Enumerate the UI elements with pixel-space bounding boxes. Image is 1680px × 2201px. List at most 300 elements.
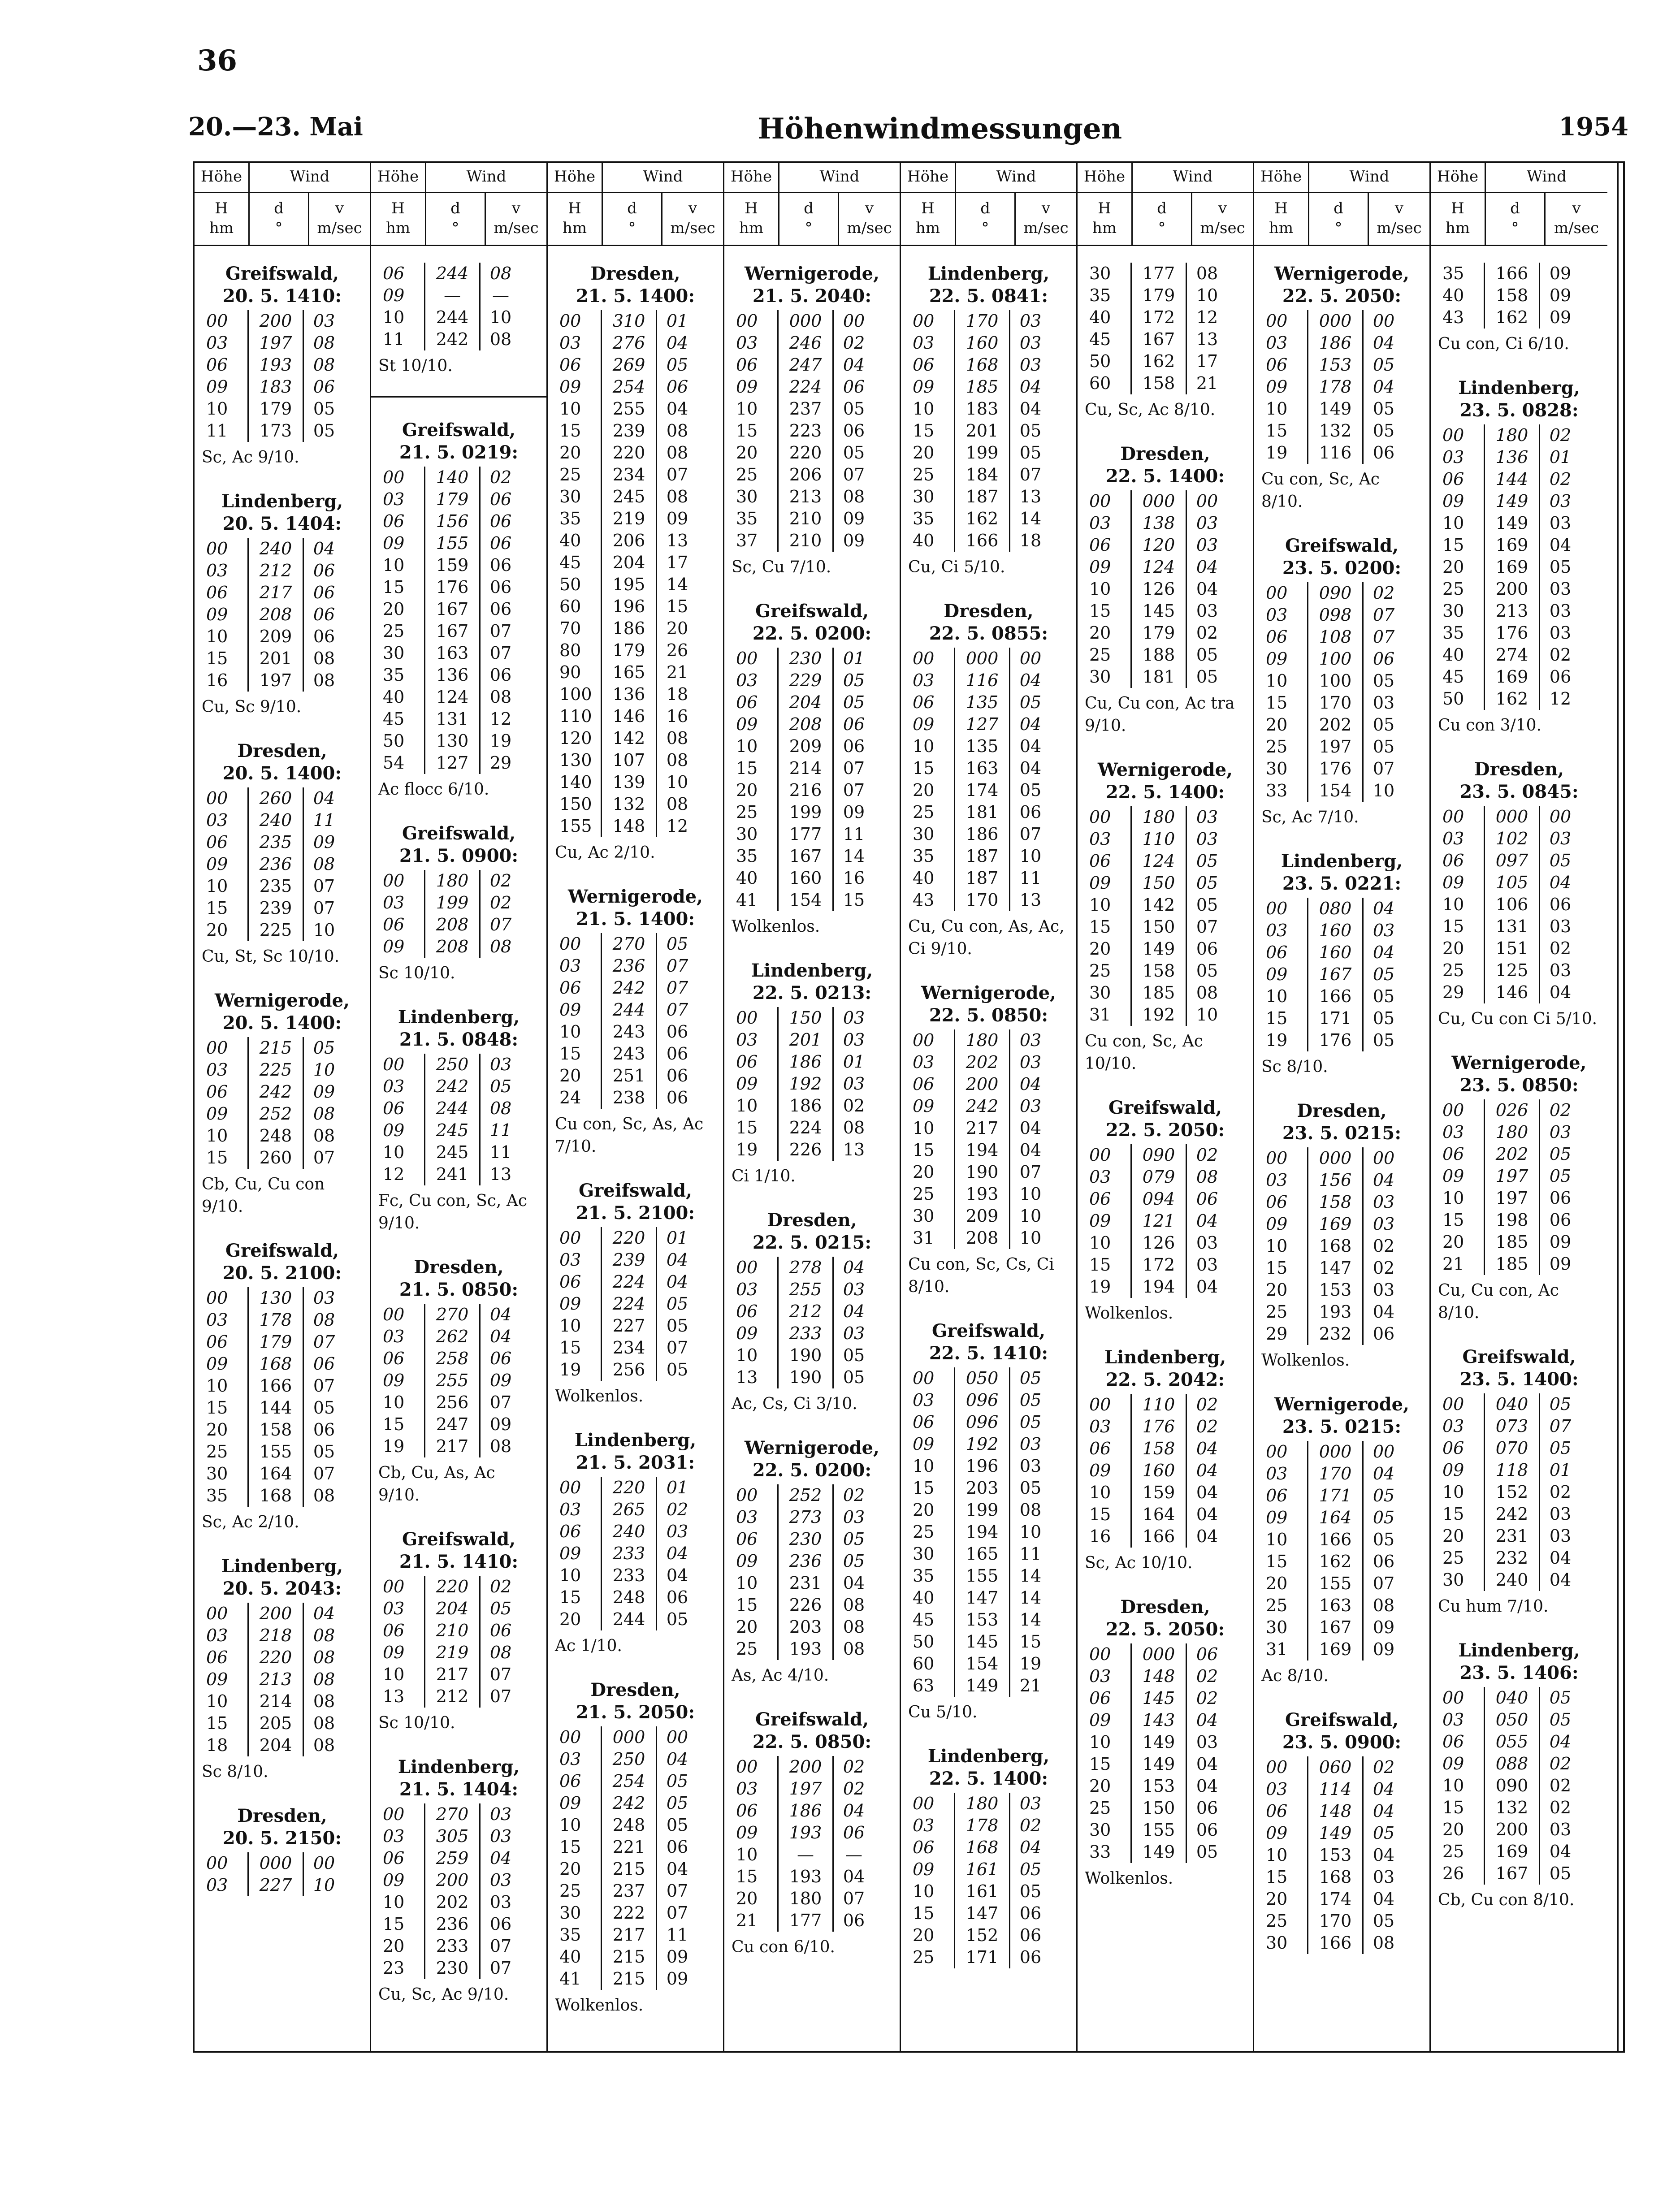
table-row — [913, 845, 1051, 867]
speed-cell: 19 — [1019, 1654, 1042, 1673]
speed-cell: 05 — [1373, 1530, 1395, 1549]
height-cell: 10 — [1442, 513, 1464, 533]
table-row — [913, 1793, 1051, 1815]
table-row — [736, 735, 874, 757]
station-time: 22. 5. 2050: — [1105, 1619, 1225, 1640]
table-row — [1089, 806, 1227, 828]
table-row — [559, 1726, 697, 1748]
direction-cell: 255 — [602, 398, 657, 420]
direction-cell: 209 — [955, 1205, 1010, 1227]
height-cell: 09 — [913, 1859, 935, 1879]
station-time: 21. 5. 1404: — [399, 1779, 519, 1800]
table-row — [559, 1043, 697, 1065]
height-cell: 06 — [383, 1848, 405, 1868]
direction-cell: 258 — [425, 1348, 480, 1370]
speed-cell: 08 — [666, 794, 688, 814]
direction-cell: 126 — [1131, 1232, 1186, 1254]
speed-cell: 11 — [489, 1142, 512, 1162]
height-cell: 00 — [559, 311, 581, 331]
direction-cell: 000 — [1485, 806, 1540, 828]
table-row — [1089, 1753, 1227, 1775]
height-cell: 00 — [559, 934, 581, 954]
direction-cell: 190 — [778, 1345, 833, 1366]
direction-cell: 233 — [602, 1543, 657, 1565]
height-cell: 09 — [1089, 557, 1111, 577]
direction-cell: 230 — [778, 648, 833, 670]
table-row — [1089, 1504, 1227, 1526]
station-heading — [377, 1528, 540, 1573]
direction-cell: 177 — [1131, 263, 1186, 285]
speed-cell: 10 — [313, 1875, 335, 1895]
direction-cell: 202 — [955, 1051, 1010, 1073]
table-row — [206, 604, 344, 626]
direction-cell: 183 — [248, 376, 303, 398]
height-cell: 10 — [206, 876, 228, 896]
station-time: 21. 5. 2100: — [576, 1202, 695, 1224]
cloud-note: Cb, Cu, As, Ac 9/10. — [378, 1464, 495, 1505]
height-cell: 15 — [913, 1478, 935, 1498]
height-cell: 00 — [913, 311, 935, 331]
station-name: Greifswald, — [402, 823, 516, 844]
height-cell: 80 — [559, 640, 581, 660]
table-row — [559, 1924, 697, 1946]
table-row — [1266, 1639, 1404, 1660]
direction-cell: 090 — [1131, 1144, 1186, 1166]
direction-cell: 260 — [248, 787, 303, 809]
speed-cell: 02 — [1549, 938, 1572, 958]
direction-cell: 140 — [425, 467, 480, 489]
table-row — [383, 489, 521, 510]
table-row — [736, 1778, 874, 1800]
height-cell: 06 — [559, 978, 581, 998]
table-row — [383, 1142, 521, 1163]
height-cell: 09 — [383, 1371, 405, 1390]
speed-cell: 06 — [1373, 1552, 1395, 1571]
height-cell: 20 — [736, 1617, 758, 1637]
speed-cell: 04 — [1196, 1710, 1218, 1730]
speed-cell: 05 — [843, 443, 865, 463]
station-time: 20. 5. 1410: — [222, 285, 342, 307]
height-cell: 10 — [206, 1691, 228, 1711]
height-cell: 20 — [1442, 1232, 1464, 1252]
height-cell: 09 — [1442, 491, 1464, 511]
speed-cell: 06 — [1196, 939, 1218, 959]
wind-table — [736, 310, 874, 552]
height-cell: 00 — [1266, 311, 1288, 331]
direction-cell: 080 — [1308, 898, 1363, 920]
speed-cell: 08 — [489, 1436, 512, 1456]
height-cell: 19 — [1266, 1030, 1288, 1050]
speed-cell: 04 — [1019, 736, 1042, 756]
direction-cell: 125 — [1485, 960, 1540, 982]
direction-cell: 161 — [955, 1881, 1010, 1903]
direction-cell: 149 — [1308, 1822, 1363, 1844]
height-cell: 15 — [1089, 917, 1111, 937]
speed-cell: 04 — [1549, 535, 1572, 555]
page-number: 36 — [197, 44, 238, 78]
speed-cell: 07 — [489, 1958, 512, 1978]
height-cell: 45 — [559, 553, 581, 572]
table-row — [1266, 1551, 1404, 1573]
height-cell: 06 — [206, 1082, 228, 1102]
direction-cell: 245 — [602, 486, 657, 508]
speed-cell: 05 — [1373, 1486, 1395, 1505]
direction-cell: 185 — [1485, 1231, 1540, 1253]
speed-cell: 12 — [1549, 689, 1572, 709]
height-cell: 10 — [736, 1573, 758, 1593]
direction-cell: 215 — [602, 1968, 657, 1990]
v-label: v — [688, 199, 697, 217]
height-cell: 20 — [559, 443, 581, 463]
table-row — [383, 1576, 521, 1598]
direction-cell: 145 — [1131, 1687, 1186, 1709]
table-column — [724, 163, 901, 2051]
table-row — [559, 1858, 697, 1880]
wind-table — [1442, 1393, 1580, 1591]
direction-cell: 110 — [1131, 1394, 1186, 1416]
height-cell: 30 — [1089, 264, 1111, 283]
table-row — [383, 1620, 521, 1642]
height-cell: 03 — [383, 1327, 405, 1346]
station-heading — [731, 1437, 893, 1482]
table-row — [1089, 556, 1227, 578]
table-row — [736, 464, 874, 486]
table-row — [913, 332, 1051, 354]
height-cell: 10 — [383, 1892, 405, 1912]
table-row — [206, 1463, 344, 1485]
table-row — [1266, 1257, 1404, 1279]
direction-cell: 237 — [778, 398, 833, 420]
speed-cell: 11 — [1019, 1544, 1042, 1564]
direction-cell: 190 — [778, 1366, 833, 1388]
height-cell: 30 — [1266, 1617, 1288, 1637]
table-row — [206, 1081, 344, 1103]
speed-cell: 07 — [313, 1376, 335, 1396]
table-row — [1266, 1169, 1404, 1191]
height-cell: 09 — [736, 1323, 758, 1343]
speed-cell: 05 — [313, 1442, 335, 1462]
height-cell: 45 — [1089, 329, 1111, 349]
speed-cell: 05 — [1196, 1842, 1218, 1862]
direction-cell: 153 — [1308, 354, 1363, 376]
station-time: 23. 5. 0200: — [1282, 558, 1402, 579]
table-row — [1442, 468, 1580, 490]
height-cell: 20 — [1089, 939, 1111, 959]
table-row — [206, 1125, 344, 1147]
column-header-top — [1254, 163, 1429, 193]
height-cell: 15 — [559, 1837, 581, 1857]
speed-cell: 05 — [843, 399, 865, 419]
table-row — [383, 1436, 521, 1457]
height-cell: 25 — [736, 802, 758, 822]
speed-cell: 07 — [1373, 759, 1395, 778]
direction-cell: 215 — [602, 1858, 657, 1880]
direction-cell: 185 — [1131, 982, 1186, 1004]
height-cell: 13 — [736, 1367, 758, 1387]
cloud-note: Cu, Ci 5/10. — [908, 558, 1005, 576]
speed-cell: 05 — [1373, 1508, 1395, 1527]
station-heading — [554, 263, 717, 307]
height-cell: 15 — [206, 898, 228, 918]
speed-cell: 00 — [1373, 1148, 1395, 1168]
speed-cell: 05 — [843, 670, 865, 690]
table-row — [559, 1065, 697, 1087]
height-cell: 09 — [1266, 649, 1288, 669]
direction-cell: 160 — [778, 867, 833, 889]
direction-cell: 208 — [425, 936, 480, 958]
speed-cell: 06 — [1373, 443, 1395, 463]
height-cell: 15 — [383, 1914, 405, 1934]
speed-cell: 03 — [489, 1826, 512, 1846]
table-row — [913, 1924, 1051, 1946]
speed-cell: 14 — [1019, 1566, 1042, 1586]
direction-cell: 098 — [1308, 604, 1363, 626]
direction-cell: 234 — [602, 464, 657, 486]
table-row — [1089, 1665, 1227, 1687]
table-row — [913, 354, 1051, 376]
table-row — [736, 889, 874, 911]
speed-cell: 05 — [1549, 1166, 1572, 1186]
speed-cell: 04 — [1373, 1302, 1395, 1322]
direction-cell: 176 — [1131, 1416, 1186, 1438]
direction-cell: 186 — [955, 823, 1010, 845]
height-cell: 00 — [206, 311, 228, 331]
direction-cell: 233 — [425, 1935, 480, 1957]
cloud-note: Fc, Cu con, Sc, Ac 9/10. — [378, 1192, 527, 1232]
table-row — [206, 897, 344, 919]
speed-cell: 05 — [1196, 667, 1218, 687]
table-row — [913, 486, 1051, 508]
table-row — [383, 532, 521, 554]
station-name: Lindenberg, — [1281, 851, 1403, 872]
height-cell: 00 — [736, 1258, 758, 1277]
table-row — [1089, 1232, 1227, 1254]
height-cell: 15 — [383, 577, 405, 597]
direction-cell: 168 — [955, 1837, 1010, 1859]
direction-cell: 179 — [425, 489, 480, 510]
height-cell: 00 — [1089, 491, 1111, 511]
table-row — [1266, 604, 1404, 626]
direction-cell: 135 — [955, 692, 1010, 713]
height-cell: 03 — [1089, 1167, 1111, 1187]
speed-cell: 03 — [843, 1280, 865, 1299]
direction-cell: 147 — [955, 1903, 1010, 1924]
table-row — [1089, 329, 1227, 350]
speed-cell: 07 — [489, 1665, 512, 1684]
speed-cell: 08 — [666, 487, 688, 506]
speed-cell: 05 — [1019, 692, 1042, 712]
speed-cell: 10 — [1019, 1522, 1042, 1542]
height-cell: 03 — [736, 1779, 758, 1799]
height-cell: 09 — [383, 1870, 405, 1890]
height-cell: 03 — [1266, 1779, 1288, 1799]
direction-cell: 206 — [778, 464, 833, 486]
height-cell: 03 — [736, 1030, 758, 1050]
table-row — [1089, 1254, 1227, 1276]
speed-cell: 00 — [666, 1727, 688, 1747]
column-header-top — [1078, 163, 1253, 193]
table-row — [1442, 666, 1580, 688]
wind-table — [1266, 310, 1404, 464]
speed-cell: 09 — [1549, 1232, 1572, 1252]
table-row — [559, 749, 697, 771]
direction-cell: 163 — [425, 642, 480, 664]
column-header-units — [1254, 192, 1429, 246]
direction-cell: 244 — [425, 307, 480, 329]
table-row — [913, 1675, 1051, 1697]
direction-cell: 208 — [955, 1227, 1010, 1249]
station-name: Wernigerode, — [1274, 263, 1409, 284]
speed-cell: 08 — [666, 750, 688, 770]
table-row — [736, 442, 874, 464]
height-cell: 25 — [1266, 1911, 1288, 1931]
cloud-note: Ac 8/10. — [1261, 1667, 1329, 1685]
station-name: Greifswald, — [1108, 1097, 1222, 1118]
speed-cell: 05 — [1019, 1368, 1042, 1388]
direction-cell: 212 — [425, 1686, 480, 1708]
cloud-note: Cb, Cu con 8/10. — [1438, 1891, 1575, 1909]
height-cell: 03 — [206, 810, 228, 830]
wind-table — [1442, 1687, 1580, 1885]
direction-cell: 208 — [778, 713, 833, 735]
height-cell: 00 — [736, 1485, 758, 1505]
height-cell: 30 — [736, 487, 758, 506]
height-cell: 40 — [736, 868, 758, 888]
table-row — [1089, 578, 1227, 600]
height-cell: 30 — [1266, 1933, 1288, 1953]
height-cell: 09 — [1442, 1754, 1464, 1773]
direction-cell: 250 — [602, 1748, 657, 1770]
table-row — [913, 1631, 1051, 1653]
height-cell: 10 — [736, 1096, 758, 1116]
table-row — [1089, 285, 1227, 307]
table-row — [736, 1323, 874, 1345]
wind-table — [383, 1304, 521, 1457]
wind-table — [1266, 1756, 1404, 1954]
table-row — [1266, 648, 1404, 670]
direction-cell: 176 — [1308, 758, 1363, 780]
speed-cell: 05 — [1373, 1008, 1395, 1028]
height-cell: 11 — [383, 329, 405, 349]
height-cell: 06 — [383, 1098, 405, 1118]
height-cell: 10 — [913, 1881, 935, 1901]
table-row — [383, 914, 521, 936]
direction-cell: 100 — [1308, 670, 1363, 692]
height-cell: 09 — [1089, 1461, 1111, 1480]
table-row — [913, 801, 1051, 823]
height-cell: 40 — [383, 687, 405, 707]
direction-cell: 161 — [955, 1859, 1010, 1881]
direction-cell: 100 — [1308, 648, 1363, 670]
direction-cell: 167 — [1308, 1617, 1363, 1639]
direction-cell: 229 — [778, 670, 833, 692]
station-name: Greifswald, — [755, 601, 869, 622]
wind-header: Wind — [1349, 168, 1390, 186]
table-row — [383, 1891, 521, 1913]
height-cell: 20 — [1442, 938, 1464, 958]
table-row — [206, 787, 344, 809]
direction-cell: 200 — [1485, 1819, 1540, 1841]
speed-cell: 03 — [1019, 1794, 1042, 1813]
table-row — [1442, 446, 1580, 468]
speed-cell: 04 — [666, 1749, 688, 1769]
speed-cell: 01 — [843, 649, 865, 668]
direction-cell: 270 — [425, 1803, 480, 1825]
table-row — [1266, 1932, 1404, 1954]
table-row — [206, 332, 344, 354]
speed-cell: 05 — [666, 934, 688, 954]
direction-cell: 150 — [778, 1007, 833, 1029]
table-row — [1266, 582, 1404, 604]
table-row — [559, 955, 697, 977]
station-time: 23. 5. 0900: — [1282, 1732, 1402, 1753]
height-cell: 35 — [1089, 285, 1111, 305]
speed-cell: 04 — [1196, 1754, 1218, 1774]
column-header-top — [901, 163, 1076, 193]
table-row — [1442, 1143, 1580, 1165]
table-row — [1266, 1888, 1404, 1910]
table-row — [206, 1441, 344, 1463]
cloud-note: Ci 1/10. — [732, 1167, 796, 1185]
table-row — [1266, 1866, 1404, 1888]
speed-cell: 04 — [843, 1302, 865, 1321]
table-row — [559, 1521, 697, 1543]
speed-cell: 04 — [1019, 377, 1042, 397]
speed-cell: 14 — [1019, 1610, 1042, 1630]
direction-cell: 131 — [425, 708, 480, 730]
height-cell: 30 — [913, 1206, 935, 1226]
speed-cell: 06 — [1196, 1820, 1218, 1840]
table-row — [1089, 960, 1227, 982]
cloud-note: Cu, Cu con, As, Ac, Ci 9/10. — [908, 917, 1065, 958]
table-row — [383, 1370, 521, 1392]
table-row — [736, 310, 874, 332]
direction-cell: 144 — [248, 1397, 303, 1419]
direction-cell: 179 — [602, 640, 657, 662]
station-name: Dresden, — [1297, 1100, 1387, 1121]
table-row — [913, 1609, 1051, 1631]
direction-cell: 248 — [602, 1814, 657, 1836]
height-cell: 00 — [206, 1288, 228, 1308]
direction-cell: 273 — [778, 1506, 833, 1528]
speed-cell: 09 — [666, 509, 688, 528]
hm-label: hm — [915, 219, 940, 237]
column-header-top — [371, 163, 546, 193]
direction-cell: 181 — [955, 801, 1010, 823]
height-cell: 06 — [913, 1838, 935, 1857]
v-label: v — [1572, 199, 1581, 217]
d-label: d — [1510, 199, 1520, 217]
height-cell: 00 — [1442, 1100, 1464, 1120]
direction-cell: 147 — [1308, 1257, 1363, 1279]
height-cell: 03 — [1089, 1417, 1111, 1436]
speed-cell: 06 — [1549, 895, 1572, 914]
speed-cell: 09 — [313, 832, 335, 852]
direction-cell: 174 — [1308, 1888, 1363, 1910]
table-row — [736, 757, 874, 779]
speed-cell: 01 — [1549, 447, 1572, 467]
table-row — [1089, 1841, 1227, 1863]
speed-cell: 10 — [1373, 781, 1395, 800]
hm-label: hm — [209, 219, 234, 237]
d-label: d — [274, 199, 284, 217]
direction-cell: 200 — [955, 1073, 1010, 1095]
table-row — [206, 1485, 344, 1507]
direction-cell: 163 — [1308, 1595, 1363, 1617]
direction-cell: 192 — [778, 1073, 833, 1095]
direction-cell: 193 — [778, 1822, 833, 1844]
direction-cell: 239 — [248, 897, 303, 919]
